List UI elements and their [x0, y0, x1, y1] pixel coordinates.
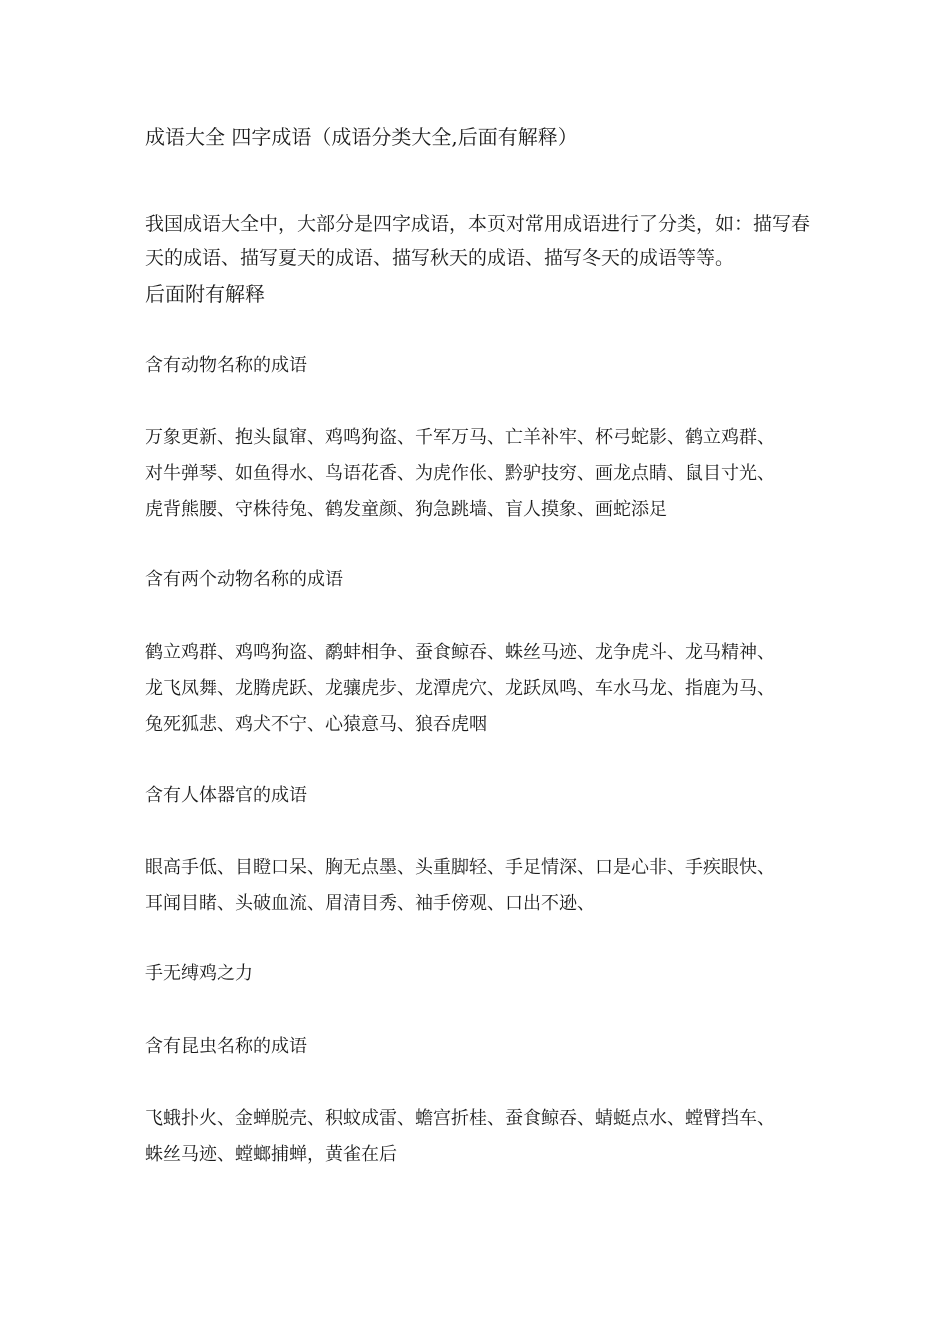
- intro-text: 我国成语大全中，大部分是四字成语，本页对常用成语进行了分类，如：描写春天的成语、描写夏天的成语、描写秋天的成语、描写冬天的成语等等。: [145, 213, 811, 269]
- idiom-line: 虎背熊腰、守株待兔、鹤发童颜、狗急跳墙、盲人摸象、画蛇添足: [145, 499, 667, 520]
- idiom-line: 蛛丝马迹、螳螂捕蝉，黄雀在后: [145, 1144, 397, 1165]
- section-heading-insects: 含有昆虫名称的成语: [145, 1036, 307, 1057]
- section-idioms-body-parts: [145, 850, 815, 922]
- section-heading-two-animals: 含有两个动物名称的成语: [145, 569, 343, 590]
- page-title: 成语大全 四字成语（成语分类大全,后面有解释）: [145, 125, 578, 149]
- idiom-line: 鹤立鸡群、鸡鸣狗盗、鹬蚌相争、蚕食鲸吞、蛛丝马迹、龙争虎斗、龙马精神、: [145, 642, 775, 663]
- idiom-line: 飞蛾扑火、金蝉脱壳、积蚊成雷、蟾宫折桂、蚕食鲸吞、蜻蜓点水、螳臂挡车、: [145, 1108, 775, 1129]
- intro-tail: 后面附有解释: [145, 282, 265, 306]
- section-idioms-two-animals: [145, 635, 815, 743]
- section-idioms-insects: [145, 1101, 815, 1173]
- idiom-line: 万象更新、抱头鼠窜、鸡鸣狗盗、千军万马、亡羊补牢、杯弓蛇影、鹤立鸡群、: [145, 427, 775, 448]
- section-heading-body-parts: 含有人体器官的成语: [145, 785, 307, 806]
- idiom-line: 耳闻目睹、头破血流、眉清目秀、袖手傍观、口出不逊、: [145, 893, 595, 914]
- intro-paragraph: [145, 207, 815, 311]
- idiom-line: 兔死狐悲、鸡犬不宁、心猿意马、狼吞虎咽: [145, 714, 487, 735]
- idiom-line: 龙飞凤舞、龙腾虎跃、龙骧虎步、龙潭虎穴、龙跃凤鸣、车水马龙、指鹿为马、: [145, 678, 775, 699]
- section-extra-idiom: 手无缚鸡之力: [145, 963, 253, 984]
- section-idioms-animals: [145, 420, 815, 528]
- idiom-line: 眼高手低、目瞪口呆、胸无点墨、头重脚轻、手足情深、口是心非、手疾眼快、: [145, 857, 775, 878]
- idiom-line: 对牛弹琴、如鱼得水、鸟语花香、为虎作伥、黔驴技穷、画龙点睛、鼠目寸光、: [145, 463, 775, 484]
- section-heading-animals: 含有动物名称的成语: [145, 355, 307, 376]
